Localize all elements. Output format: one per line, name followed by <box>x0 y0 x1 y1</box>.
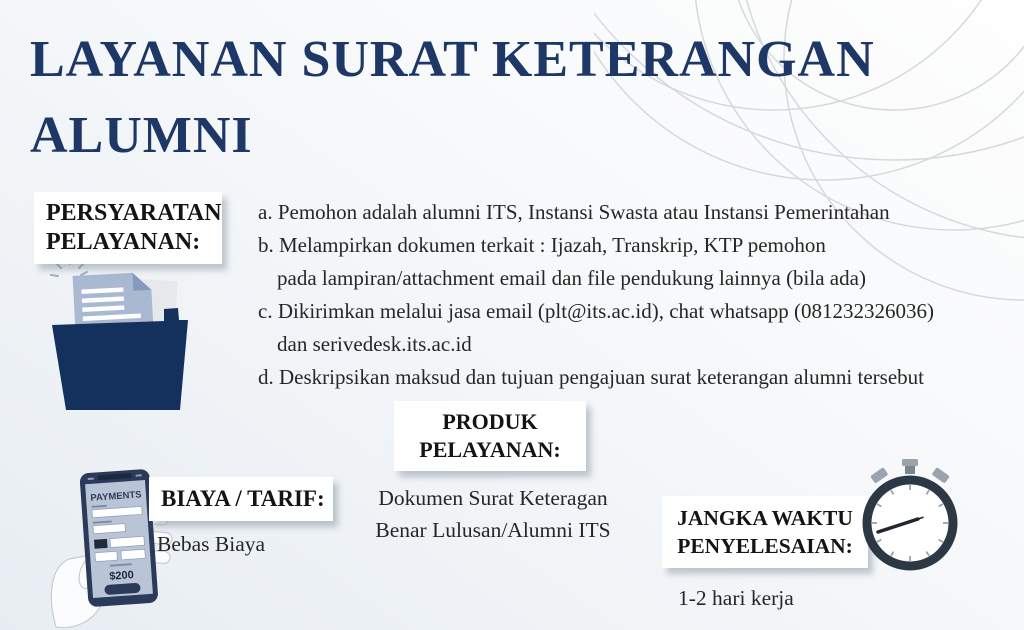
produk-value-line1: Dokumen Surat Keteragan <box>378 486 608 510</box>
requirement-item-b-continued: pada lampiran/attachment email dan file pendukung lainnya (bila ada) <box>277 266 866 290</box>
persyaratan-label-line2: PELAYANAN: <box>46 229 201 255</box>
biaya-label-box <box>149 477 333 521</box>
produk-value-line2: Benar Lulusan/Alumni ITS <box>375 518 611 542</box>
biaya-label: BIAYA / TARIF: <box>161 486 325 511</box>
requirement-item-a: a. Pemohon adalah alumni ITS, Instansi Swasta atau Instansi Pemerintahan <box>258 200 890 224</box>
produk-label-box <box>394 401 586 471</box>
persyaratan-label-box <box>34 192 222 264</box>
folder-documents-icon <box>46 252 196 414</box>
requirement-item-c: c. Dikirimkan melalui jasa email (plt@its.ac.id), chat whatsapp (081232326036) <box>258 299 934 323</box>
produk-label-line2: PELAYANAN: <box>419 437 561 462</box>
biaya-value: Bebas Biaya <box>157 532 266 556</box>
jangka-value: 1-2 hari kerja <box>678 586 794 610</box>
jangka-label-line1: JANGKA WAKTU <box>677 506 853 530</box>
persyaratan-list <box>258 196 1018 394</box>
produk-label-line1: PRODUK <box>442 409 538 434</box>
produk-value <box>352 482 634 546</box>
phone-amount-label: $200 <box>108 569 135 583</box>
page-title <box>30 22 875 174</box>
requirement-item-b: b. Melampirkan dokumen terkait : Ijazah, Transkrip, KTP pemohon <box>258 233 826 257</box>
phone-screen-title: PAYMENTS <box>90 489 142 504</box>
requirement-item-c-continued: dan serivedesk.its.ac.id <box>277 332 472 356</box>
jangka-label-box <box>662 496 868 568</box>
page-title-line2: ALUMNI <box>30 107 253 164</box>
persyaratan-label-line1: PERSYARATAN <box>46 200 222 226</box>
page-title-line1: LAYANAN SURAT KETERANGAN <box>30 31 875 88</box>
requirement-item-d: d. Deskripsikan maksud dan tujuan pengajuan surat keterangan alumni tersebut <box>258 365 924 389</box>
jangka-label-line2: PENYELESAIAN: <box>677 534 853 558</box>
stopwatch-icon <box>856 459 964 572</box>
